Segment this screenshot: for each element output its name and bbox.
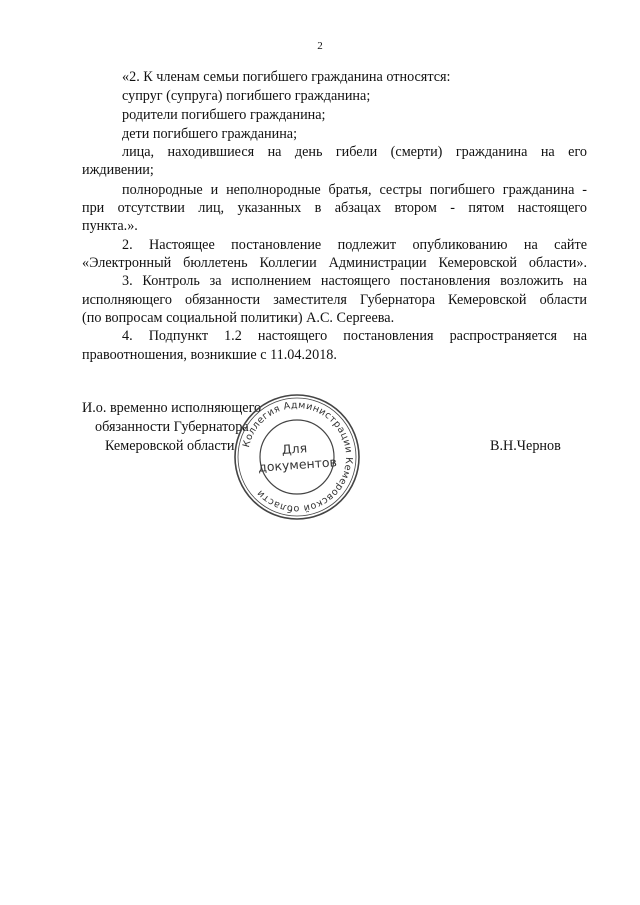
official-stamp xyxy=(233,393,361,521)
body-line: полнородные и неполнородные братья, сестры погибшего гражданина - xyxy=(122,182,587,198)
body-line: при отсутствии лиц, указанных в абзацах втором - пятом настоящего xyxy=(82,200,587,216)
body-line: «Электронный бюллетень Коллегии Администрации Кемеровской области». xyxy=(82,255,587,271)
body-line: «2. К членам семьи погибшего гражданина относятся: xyxy=(122,69,451,85)
body-line: пункта.». xyxy=(82,218,138,234)
body-line: правоотношения, возникшие с 11.04.2018. xyxy=(82,347,337,363)
signature-title-line: Кемеровской области xyxy=(105,438,235,454)
body-line: родители погибшего гражданина; xyxy=(122,107,326,123)
signature-title-line: обязанности Губернатора xyxy=(95,419,249,435)
stamp-ring-text: Коллегия Администрации Кемеровской области xyxy=(240,399,355,515)
body-line: 3. Контроль за исполнением настоящего постановления возложить на xyxy=(122,273,587,289)
body-line: иждивении; xyxy=(82,162,154,178)
page-number: 2 xyxy=(317,40,323,52)
body-line: супруг (супруга) погибшего гражданина; xyxy=(122,88,371,104)
body-line: дети погибшего гражданина; xyxy=(122,126,298,142)
signature-title-line: И.о. временно исполняющего xyxy=(82,400,262,416)
body-line: 4. Подпункт 1.2 настоящего постановления распространяется на xyxy=(122,328,587,344)
body-line: 2. Настоящее постановление подлежит опубликованию на сайте xyxy=(122,237,587,253)
body-line: (по вопросам социальной политики) А.С. Сергеева. xyxy=(82,310,395,326)
stamp-center-line: документов xyxy=(257,454,338,475)
body-line: лица, находившиеся на день гибели (смерти) гражданина на его xyxy=(122,144,587,160)
signatory-name: В.Н.Чернов xyxy=(490,438,561,454)
stamp-center-line: Для xyxy=(281,440,308,458)
body-line: исполняющего обязанности заместителя Губернатора Кемеровской области xyxy=(82,292,587,308)
